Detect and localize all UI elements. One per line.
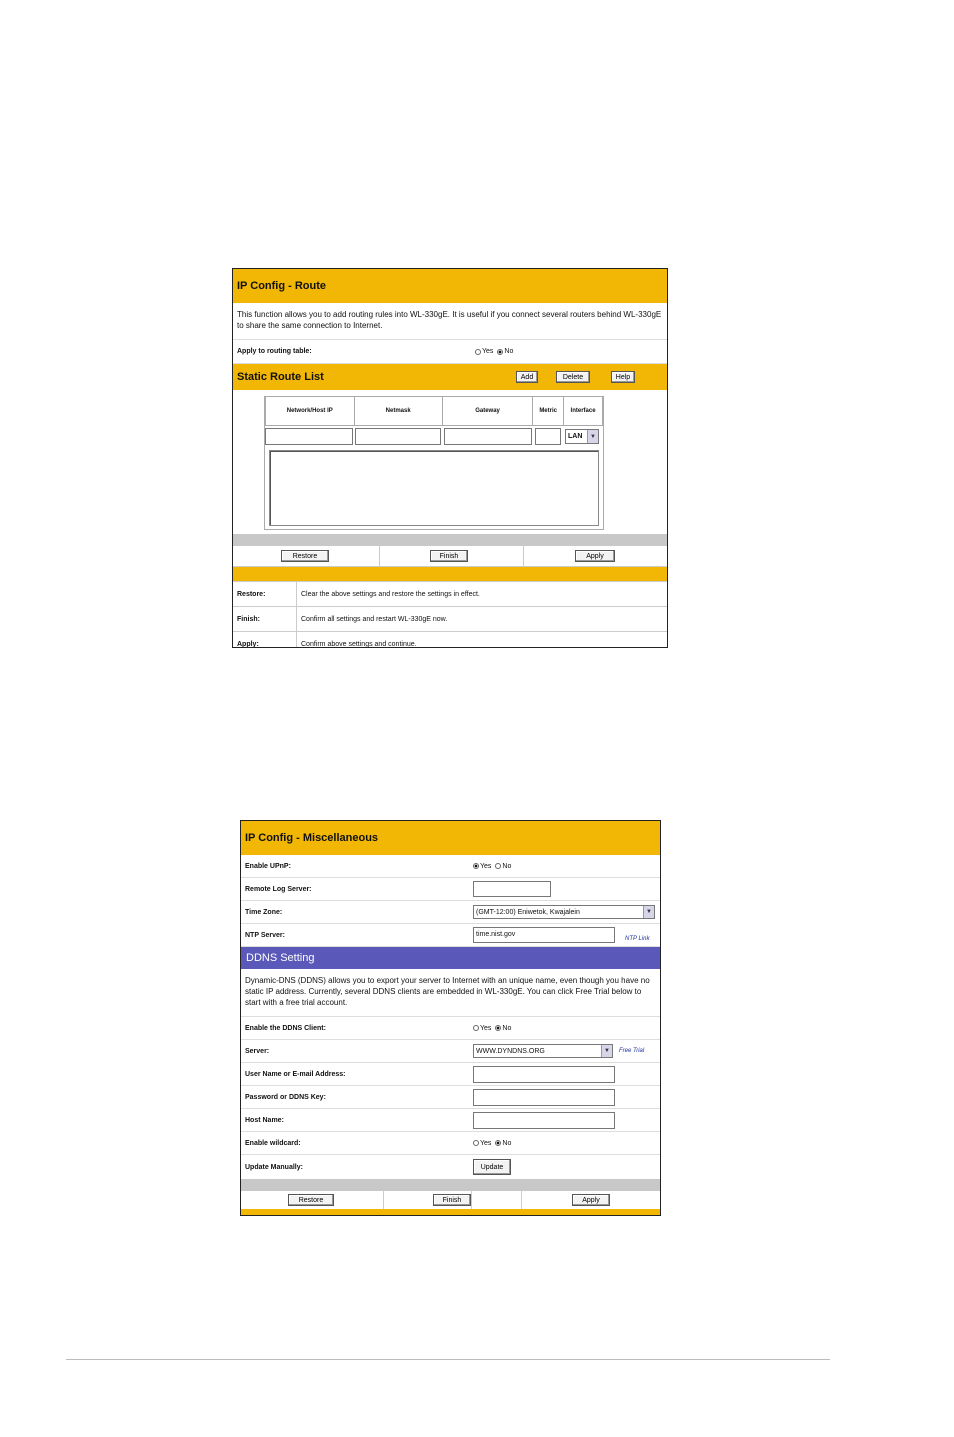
col-netmask: Netmask <box>354 397 442 426</box>
ddns-yes-label: Yes <box>480 1024 492 1032</box>
wildcard-label: Enable wildcard: <box>245 1139 301 1147</box>
apply-routing-no-label: No <box>504 348 514 355</box>
static-route-list-header <box>233 364 667 390</box>
route-list-box[interactable] <box>269 450 599 526</box>
update-row <box>241 1155 660 1179</box>
user-name-row <box>241 1063 660 1086</box>
upnp-no-label: No <box>502 862 512 870</box>
route-action-row <box>233 546 667 567</box>
route-action-sep-1 <box>379 546 380 566</box>
server-row <box>241 1040 660 1063</box>
remote-log-input[interactable] <box>473 881 551 897</box>
chevron-down-icon: ▼ <box>643 906 654 918</box>
wildcard-yes-radio[interactable] <box>473 1140 479 1146</box>
update-label: Update Manually: <box>245 1163 303 1171</box>
col-network-host-ip: Network/Host IP <box>266 397 355 426</box>
route-divider-bar <box>233 534 667 546</box>
restore-button[interactable]: Restore <box>281 550 329 562</box>
help-row-apply <box>233 631 667 648</box>
route-action-sep-2 <box>523 546 524 566</box>
delete-route-button[interactable]: Delete <box>556 371 590 383</box>
misc-page-title: IP Config - Miscellaneous <box>245 832 379 844</box>
interface-select-value: LAN <box>568 433 583 440</box>
help-key-restore: Restore: <box>233 582 297 606</box>
interface-select[interactable] <box>565 429 599 444</box>
wildcard-yes-label: Yes <box>480 1139 492 1147</box>
free-trial-link[interactable]: Free Trial <box>619 1048 645 1054</box>
ntp-link[interactable]: NTP Link <box>625 936 650 942</box>
help-value-restore: Clear the above settings and restore the settings in effect. <box>301 590 480 598</box>
update-button[interactable]: Update <box>473 1159 511 1175</box>
apply-routing-label: Apply to routing table: <box>237 348 312 355</box>
remote-log-row <box>241 878 660 901</box>
misc-action-sep-2 <box>471 1191 472 1209</box>
server-select[interactable] <box>473 1044 613 1058</box>
upnp-no-radio[interactable] <box>495 863 501 869</box>
ddns-description: Dynamic-DNS (DDNS) allows you to export your server to Internet with an unique name, even though you have no static IP address. Currently, several DDNS clients are embedded in WL-330gE. You can click Free Trial below to start with a free trial account. <box>241 969 660 1017</box>
misc-action-sep-1 <box>383 1191 384 1209</box>
apply-routing-no-radio[interactable] <box>497 349 503 355</box>
ddns-enable-row <box>241 1017 660 1040</box>
netmask-input[interactable] <box>355 428 441 445</box>
host-name-label: Host Name: <box>245 1116 284 1124</box>
metric-input[interactable] <box>535 428 561 445</box>
password-row <box>241 1086 660 1109</box>
timezone-select-value: (GMT-12:00) Eniwetok, Kwajalein <box>476 908 580 916</box>
route-help-table <box>233 581 667 648</box>
col-gateway: Gateway <box>442 397 532 426</box>
ntp-row <box>241 924 660 947</box>
upnp-row <box>241 855 660 878</box>
col-metric: Metric <box>533 397 564 426</box>
ddns-no-label: No <box>502 1024 512 1032</box>
help-value-apply: Confirm above settings and continue. <box>301 640 417 648</box>
finish-button[interactable]: Finish <box>430 550 468 562</box>
route-table-header-row <box>266 397 603 426</box>
misc-config-panel <box>240 820 661 1216</box>
timezone-label: Time Zone: <box>245 908 283 916</box>
apply-button[interactable]: Apply <box>575 550 615 562</box>
ddns-yes-radio[interactable] <box>473 1025 479 1031</box>
password-label: Password or DDNS Key: <box>245 1093 326 1101</box>
user-name-input[interactable] <box>473 1066 615 1083</box>
misc-finish-button[interactable]: Finish <box>433 1194 471 1206</box>
upnp-label: Enable UPnP: <box>245 862 291 870</box>
apply-routing-yes-label: Yes <box>482 348 494 355</box>
timezone-select[interactable] <box>473 905 655 919</box>
help-key-finish: Finish: <box>233 607 297 631</box>
route-title-bar <box>233 269 667 303</box>
apply-routing-row <box>233 340 667 364</box>
ntp-input[interactable]: time.nist.gov <box>473 927 615 943</box>
page-footer-rule <box>66 1359 830 1360</box>
chevron-down-icon: ▼ <box>601 1045 612 1057</box>
ddns-enable-label: Enable the DDNS Client: <box>245 1024 326 1032</box>
gateway-input[interactable] <box>444 428 532 445</box>
static-route-list-title: Static Route List <box>237 371 324 383</box>
help-key-apply: Apply: <box>233 632 297 648</box>
server-label: Server: <box>245 1047 270 1055</box>
host-name-row <box>241 1109 660 1132</box>
misc-action-row <box>241 1191 660 1209</box>
misc-action-sep-3 <box>521 1191 522 1209</box>
ddns-header <box>241 947 660 969</box>
password-input[interactable] <box>473 1089 615 1106</box>
upnp-yes-radio[interactable] <box>473 863 479 869</box>
host-name-input[interactable] <box>473 1112 615 1129</box>
route-page-title: IP Config - Route <box>237 280 327 292</box>
route-footer-bar <box>233 567 667 581</box>
misc-divider-bar <box>241 1179 660 1191</box>
help-row-restore <box>233 581 667 606</box>
route-description: This function allows you to add routing rules into WL-330gE. It is useful if you connect several routers behind WL-330gE to share the same connection to Internet. <box>233 303 667 340</box>
apply-routing-yes-radio[interactable] <box>475 349 481 355</box>
help-value-finish: Confirm all settings and restart WL-330gE now. <box>301 615 448 623</box>
help-row-finish <box>233 606 667 631</box>
misc-footer-bar <box>241 1209 660 1216</box>
wildcard-no-radio[interactable] <box>495 1140 501 1146</box>
ntp-label: NTP Server: <box>245 931 285 939</box>
add-route-button[interactable]: Add <box>516 371 538 383</box>
misc-apply-button[interactable]: Apply <box>572 1194 610 1206</box>
misc-restore-button[interactable]: Restore <box>288 1194 334 1206</box>
wildcard-no-label: No <box>502 1139 512 1147</box>
network-ip-input[interactable] <box>265 428 353 445</box>
user-name-label: User Name or E-mail Address: <box>245 1070 346 1078</box>
upnp-yes-label: Yes <box>480 862 492 870</box>
timezone-row <box>241 901 660 924</box>
chevron-down-icon: ▼ <box>587 430 598 443</box>
ddns-no-radio[interactable] <box>495 1025 501 1031</box>
remote-log-label: Remote Log Server: <box>245 885 312 893</box>
help-button[interactable]: Help <box>611 371 635 383</box>
route-config-panel <box>232 268 668 648</box>
server-select-value: WWW.DYNDNS.ORG <box>476 1047 545 1055</box>
misc-title-bar <box>241 821 660 855</box>
ddns-header-title: DDNS Setting <box>246 952 315 964</box>
col-interface: Interface <box>564 397 603 426</box>
route-table-area <box>233 390 667 534</box>
wildcard-row <box>241 1132 660 1155</box>
route-table <box>265 396 603 426</box>
